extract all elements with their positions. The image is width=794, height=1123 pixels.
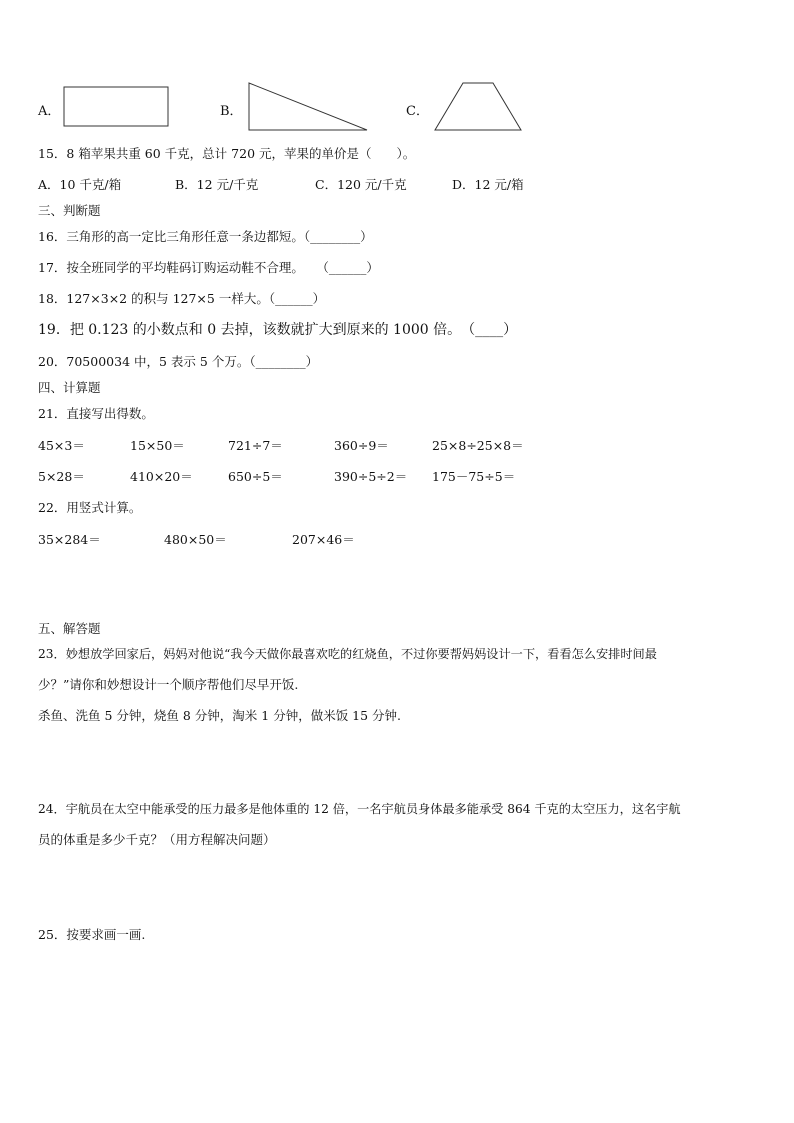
right-triangle-shape: [246, 80, 372, 134]
q15-option-b: B．12 元/千克: [175, 177, 259, 192]
vertical-calc-item: 207×46＝: [292, 532, 355, 547]
calc-item: 721÷7＝: [228, 438, 283, 453]
q15-option-a: A．10 千克/箱: [38, 177, 122, 192]
calc-item: 390÷5÷2＝: [334, 469, 408, 484]
rectangle-shape: [62, 85, 172, 130]
calc-item: 175－75÷5＝: [432, 469, 516, 484]
q17: 17．按全班同学的平均鞋码订购运动鞋不合理。 （______）: [38, 260, 379, 275]
q25-line1: 25．按要求画一画.: [38, 927, 146, 942]
vertical-calc-item: 480×50＝: [164, 532, 227, 547]
calc-item: 5×28＝: [38, 469, 85, 484]
section5-title: 五、解答题: [38, 621, 101, 636]
q15-question: 15．8 箱苹果共重 60 千克，总计 720 元，苹果的单价是（ ）。: [38, 146, 416, 161]
calc-item: 410×20＝: [130, 469, 193, 484]
option-c-label: C．: [406, 104, 429, 119]
q19: 19．把 0.123 的小数点和 0 去掉，该数就扩大到原来的 1000 倍。 （____）: [38, 322, 518, 338]
section3-title: 三、判断题: [38, 203, 101, 218]
q23-line2: 少？”请你和妙想设计一个顺序帮他们尽早开饭.: [38, 677, 299, 692]
q15-option-d: D．12 元/箱: [452, 177, 524, 192]
q22-prompt: 22．用竖式计算。: [38, 500, 142, 515]
calc-item: 25×8÷25×8＝: [432, 438, 524, 453]
q21-prompt: 21．直接写出得数。: [38, 406, 154, 421]
calc-item: 360÷9＝: [334, 438, 389, 453]
q18: 18．127×3×2 的积与 127×5 一样大。（______）: [38, 291, 326, 306]
vertical-calc-item: 35×284＝: [38, 532, 101, 547]
trapezoid-shape: [432, 80, 526, 134]
calc-item: 650÷5＝: [228, 469, 283, 484]
q20: 20．70500034 中，5 表示 5 个万。（________）: [38, 354, 319, 369]
q23-line3: 杀鱼、洗鱼 5 分钟，烧鱼 8 分钟，淘米 1 分钟，做米饭 15 分钟.: [38, 708, 402, 723]
option-a-label: A．: [38, 104, 61, 119]
q23-line1: 23．妙想放学回家后，妈妈对他说“我今天做你最喜欢吃的红烧鱼，不过你要帮妈妈设计一下，看看怎么安排时间最: [38, 647, 657, 661]
q15-option-c: C．120 元/千克: [315, 177, 407, 192]
calc-item: 15×50＝: [130, 438, 185, 453]
q24-line2: 员的体重是多少千克？（用方程解决问题）: [38, 832, 276, 847]
option-b-label: B．: [220, 104, 243, 119]
calc-item: 45×3＝: [38, 438, 85, 453]
q16: 16．三角形的高一定比三角形任意一条边都短。（________）: [38, 229, 373, 244]
section4-title: 四、计算题: [38, 380, 101, 395]
q24-line1: 24．宇航员在太空中能承受的压力最多是他体重的 12 倍，一名宇航员身体最多能承受 864 千克的太空压力，这名宇航: [38, 802, 681, 816]
